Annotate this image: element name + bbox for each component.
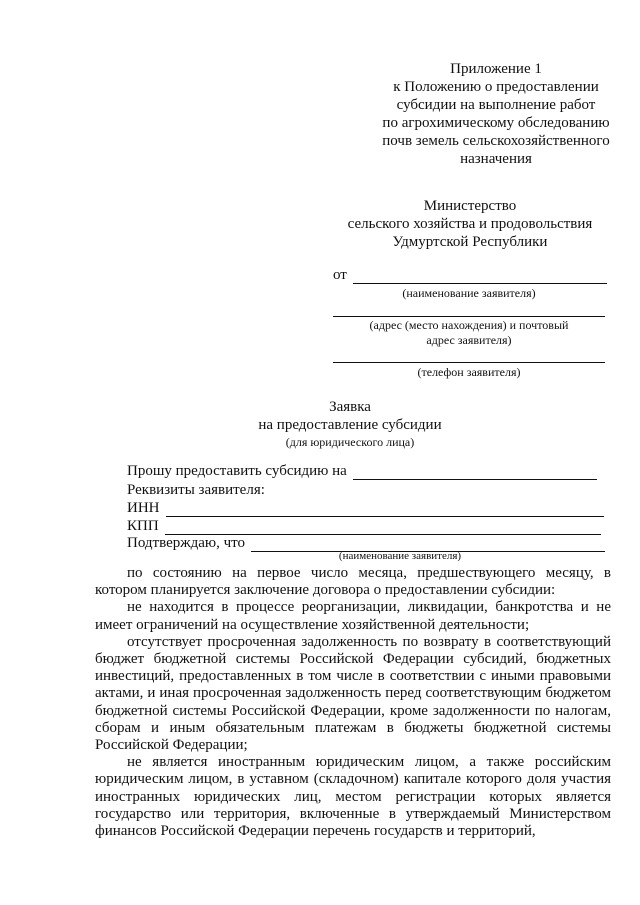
subsidy-purpose-field[interactable] [353, 465, 597, 480]
annex-line: субсидии на выполнение работ [396, 97, 596, 113]
applicant-name-field[interactable] [353, 269, 607, 284]
body-paragraph: не находится в процессе реорганизации, ликвидации, банкротства и не имеет ограничений на осуществление хозяйственной деятельности; [95, 599, 611, 633]
body-paragraph: по состоянию на первое число месяца, предшествующего месяцу, в котором планируется заключение договора о предоставлении субсидии: [95, 565, 611, 599]
request-row [127, 462, 597, 480]
applicant-address-caption-1: (адрес (место нахождения) и почтовый [369, 318, 569, 332]
request-label: Прошу предоставить субсидию на [127, 463, 347, 479]
inn-field[interactable] [166, 502, 604, 517]
applicant-address-caption-2: адрес заявителя) [426, 333, 512, 347]
applicant-phone-field[interactable] [333, 348, 605, 363]
kpp-field[interactable] [165, 520, 601, 535]
document-title [200, 398, 500, 449]
annex-line: почв земель сельскохозяйственного [382, 133, 610, 149]
addressee-line: Удмуртской Республики [392, 234, 548, 250]
applicant-phone-caption: (телефон заявителя) [417, 365, 521, 379]
annex-line: к Положению о предоставлении [393, 79, 599, 95]
requisites-row [127, 481, 265, 499]
kpp-label: КПП [127, 518, 159, 534]
requisites-label: Реквизиты заявителя: [127, 482, 265, 498]
body-paragraph: не является иностранным юридическим лицом, а также российским юридическим лицом, в уставном (складочном) капитале которого доля участия иностранных юридических лиц, местом регистрации которых является государство или территория, включенные в утверждаемый Министерством финансов Российской Федерации перечень государств и территорий, [95, 754, 611, 840]
addressee-line: сельского хозяйства и продовольствия [347, 216, 593, 232]
title-main: Заявка [329, 399, 371, 415]
annex-line: по агрохимическому обследованию [382, 115, 610, 131]
annex-line: Приложение 1 [450, 61, 542, 77]
inn-label: ИНН [127, 500, 160, 516]
title-sub: на предоставление субсидии [258, 417, 442, 433]
kpp-row [127, 517, 601, 535]
applicant-address-field[interactable] [333, 302, 605, 317]
addressee-block [330, 197, 610, 251]
applicant-name-caption: (наименование заявителя) [402, 286, 536, 300]
confirm-label: Подтверждаю, что [127, 535, 246, 551]
annex-header [376, 60, 616, 168]
body-paragraph: отсутствует просроченная задолженность по возврату в соответствующий бюджет бюджетной системы Российской Федерации субсидий, бюджетных инвестиций, предоставленных в том числе в соответствии с иными правовыми актами, и иная просроченная задолженность перед соответствующим бюджетом бюджетной системы Российской Федерации, кроме задолженности по налогам, сборам и иным обязательным платежам в бюджеты бюджетной системы Российской Федерации; [95, 633, 611, 754]
addressee-line: Министерство [423, 198, 517, 214]
inn-row [127, 499, 604, 517]
body-text [95, 565, 611, 840]
title-note: (для юридического лица) [285, 435, 415, 449]
applicant-name-row [333, 266, 607, 284]
from-label: от [333, 267, 347, 283]
annex-line: назначения [460, 151, 532, 167]
confirm-caption: (наименование заявителя) [338, 550, 462, 562]
